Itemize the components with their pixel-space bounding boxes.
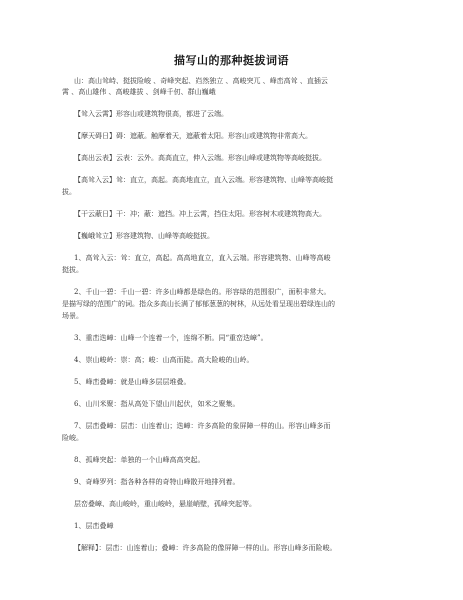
paragraph-line: 【解释】：层峦：山连着山；叠嶂：许多高险的像屏障一样的山。形容山峰多而险峻。 (74, 544, 337, 552)
paragraph-line: 拔。 (62, 188, 76, 196)
paragraph-line: 5、峰峦叠嶂：就是山峰多层层堆叠。 (74, 378, 191, 386)
paragraph-line: 【摩天碍日】碍：遮蔽。触摩着天，遮蔽着太阳。形容山或建筑物非常高大。 (74, 132, 312, 140)
paragraph-line: 山：高山耸峙、挺拔险峻 、奇峰突起、岿然独立 、高峻突兀 、峰峦高耸 、直插云 (74, 77, 328, 85)
paragraph-line: 7、层峦叠嶂：层峦：山连着山；迭嶂：许多高险的象屏障一样的山。形容山峰多而 (74, 422, 331, 430)
paragraph-line: 8、孤峰突起：单独的一个山峰高高突起。 (74, 456, 205, 464)
paragraph-line: 霄 、高山雄伟 、高峻雄拔 、剑峰千仞、群山巍峨 (62, 88, 216, 96)
paragraph-line: 险峻。 (62, 434, 83, 442)
paragraph-line: 6、山川米聚：指从高处下望山川起伏，如米之聚集。 (74, 400, 240, 408)
paragraph-line: 3、重峦迭嶂：山峰一个连着一个，连绵不断。同“重峦迭嶂”。 (74, 334, 268, 342)
paragraph-line: 4、崇山峻岭：崇：高；峻：山高而陡。高大险峻的山岭。 (74, 356, 254, 364)
paragraph-line: 挺拔。 (62, 266, 83, 274)
paragraph-line: 层峦叠嶂、高山峻岭，重山峻岭，悬崖峭壁，孤峰突起等。 (74, 500, 256, 508)
paragraph-line: 【巍峨耸立】形容建筑物、山峰等高峻挺拔。 (74, 232, 214, 240)
document-title: 描写山的那种挺拔词语 (174, 54, 289, 67)
paragraph-line: 【高耸入云】耸：直立，高起。高高地直立，直入云端。形容建筑物、山峰等高峻挺 (74, 176, 333, 184)
paragraph-line: 【高出云表】云表：云外。高高直立，伸入云端。形容山峰或建筑物等高峻挺拔。 (74, 154, 326, 162)
paragraph-line: 是描写绿的范围广的词。指众多高山长满了郁郁葱葱的树林，从远处看呈现出碧绿连山的 (62, 300, 335, 308)
paragraph-line: 1、层峦叠嶂 (74, 522, 114, 530)
paragraph-line: 9、奇峰罗列：指各种各样的奇特山峰散开地排列着。 (74, 478, 240, 486)
paragraph-line: 【干云蔽日】干：冲；蔽：遮挡。冲上云霄，挡住太阳。形容树木或建筑物高大。 (74, 210, 326, 218)
paragraph-line: 1、高耸入云：耸：直立，高起。高高地直立，直入云端。形容建筑物、山峰等高峻 (74, 254, 331, 262)
paragraph-line: 【耸入云霄】形容山或建筑物很高，都进了云端。 (74, 110, 228, 118)
paragraph-line: 2、千山一碧：千山一碧：许多山峰都是绿色的。形容绿的范围很广，面积非常大。 (74, 288, 331, 296)
paragraph-line: 场景。 (62, 312, 83, 320)
